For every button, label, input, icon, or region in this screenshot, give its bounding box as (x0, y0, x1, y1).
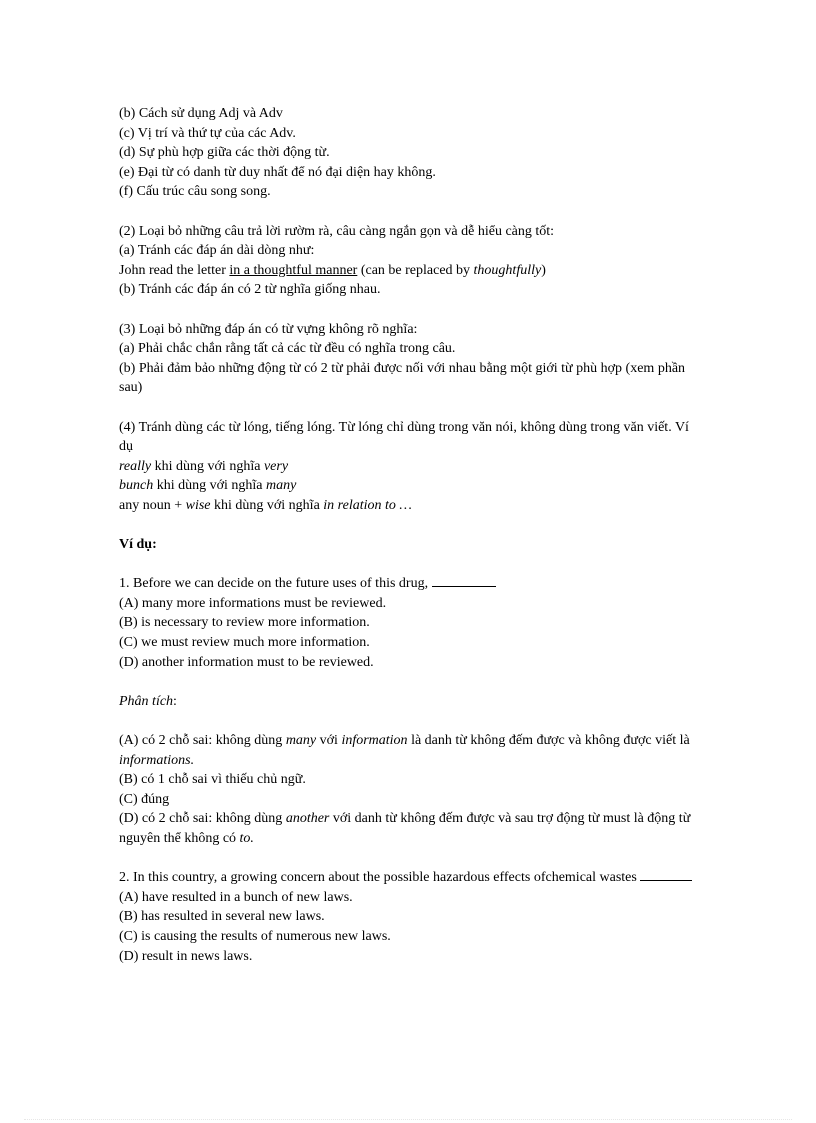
rule-item: (d) Sự phù hợp giữa các thời động từ. (119, 145, 330, 161)
analysis-italic: information (341, 733, 408, 748)
rule-3-section (119, 320, 699, 398)
question-stem-text: 1. Before we can decide on the future uses of this drug, (119, 576, 432, 592)
analysis-italic: another (285, 811, 330, 827)
option-d: (D) another information must to be reviewed. (119, 654, 374, 670)
analysis-b: (B) có 1 chỗ sai vì thiếu chủ ngữ. (119, 772, 306, 788)
analysis-italic: many (285, 733, 317, 748)
slang-word: wise (185, 497, 211, 513)
spacer (119, 555, 699, 575)
analysis-text: với (316, 733, 342, 748)
slang-meaning: in relation to … (323, 497, 412, 513)
slang-example (119, 476, 699, 496)
slang-word: bunch (119, 478, 154, 494)
analysis-colon: : (173, 693, 177, 709)
spacer (119, 300, 699, 320)
option-c: (C) is causing the results of numerous new laws. (119, 928, 391, 944)
analysis-text: (D) có 2 chỗ sai: không dùng (119, 811, 286, 827)
rule-3-heading: (3) Loại bỏ những đáp án có từ vựng không rõ nghĩa: (119, 321, 418, 337)
analysis-c: (C) đúng (119, 791, 170, 807)
rule-3-a: (a) Phải chắc chắn rằng tất cả các từ đều có nghĩa trong câu. (119, 341, 456, 357)
spacer (119, 672, 699, 692)
analysis-d (119, 809, 699, 848)
question-1 (119, 574, 699, 672)
example-text: (can be replaced by (357, 262, 474, 278)
rule-3-b: (b) Phải đảm bảo những động từ có 2 từ phải được nối với nhau bằng một giới từ phù hợp (xem phần sau) (119, 360, 686, 396)
slang-meaning: very (263, 458, 289, 474)
spacer (119, 515, 699, 535)
slang-text: khi dùng với nghĩa (153, 478, 267, 494)
analysis-section (119, 731, 699, 849)
example-text: John read the letter (119, 262, 230, 278)
option-a: (A) have resulted in a bunch of new laws. (119, 889, 353, 905)
rule-item: (c) Vị trí và thứ tự của các Adv. (119, 125, 296, 141)
spacer (119, 202, 699, 222)
rule-item: (e) Đại từ có danh từ duy nhất để nó đại diện hay không. (119, 164, 436, 180)
rule-2-heading: (2) Loại bỏ những câu trả lời rườm rà, câu càng ngắn gọn và dễ hiểu càng tốt: (119, 223, 555, 239)
slang-example (119, 496, 699, 516)
option-b: (B) has resulted in several new laws. (119, 909, 325, 925)
rule-2-example (119, 261, 699, 281)
example-text: ) (541, 262, 546, 278)
spacer (119, 849, 699, 869)
document-page (119, 104, 699, 966)
analysis-italic: informations. (119, 752, 195, 768)
rule-2-b: (b) Tránh các đáp án có 2 từ nghĩa giống nhau. (119, 282, 381, 298)
rules-list-b-f (119, 104, 699, 202)
option-a: (A) many more informations must be reviewed. (119, 595, 387, 611)
spacer (119, 711, 699, 731)
question-1-stem (119, 574, 699, 594)
rule-2-a: (a) Tránh các đáp án dài dòng như: (119, 243, 315, 259)
slang-meaning: many (266, 478, 297, 494)
analysis-text: (A) có 2 chỗ sai: không dùng (119, 733, 286, 748)
option-d: (D) result in news laws. (119, 948, 253, 964)
analysis-a (119, 731, 699, 770)
analysis-text: với danh từ không đếm được và sau trợ động từ must là động từ nguyên thể không có (119, 811, 691, 846)
question-2 (119, 868, 699, 966)
analysis-title: Phân tích (119, 693, 174, 709)
option-c: (C) we must review much more information. (119, 635, 370, 651)
rule-item: (f) Cấu trúc câu song song. (119, 184, 271, 200)
examples-heading: Ví dụ: (119, 537, 157, 553)
rule-4-heading: (4) Tránh dùng các từ lóng, tiếng lóng. Từ lóng chỉ dùng trong văn nói, không dùng trong văn viết. Ví dụ (119, 419, 689, 455)
spacer (119, 398, 699, 418)
slang-text: khi dùng với nghĩa (151, 458, 264, 474)
option-b: (B) is necessary to review more information. (119, 615, 370, 631)
slang-word: really (119, 458, 152, 474)
question-2-stem (119, 868, 699, 888)
example-italic-word: thoughtfully (473, 262, 542, 278)
analysis-italic: to. (239, 830, 254, 846)
page-bottom-rule (24, 1119, 792, 1120)
rule-4-section (119, 418, 699, 516)
slang-example (119, 457, 699, 477)
answer-blank (432, 574, 496, 587)
analysis-text: là danh từ không đếm được và không được viết là (407, 733, 690, 748)
slang-text: any noun + (119, 497, 186, 513)
rule-item: (b) Cách sử dụng Adj và Adv (119, 106, 283, 121)
question-stem-text: 2. In this country, a growing concern about the possible hazardous effects ofchemical wastes (119, 870, 641, 886)
rule-2-section (119, 222, 699, 300)
answer-blank (640, 868, 692, 881)
example-underlined-phrase: in a thoughtful manner (229, 262, 358, 278)
slang-text: khi dùng với nghĩa (210, 497, 324, 513)
analysis-heading (119, 692, 699, 712)
